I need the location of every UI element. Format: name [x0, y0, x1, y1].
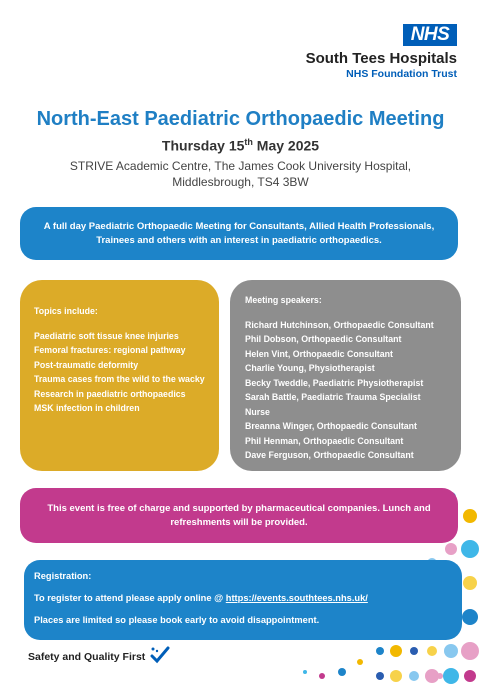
decorative-dot: [462, 609, 478, 625]
decorative-dot: [443, 668, 459, 684]
speaker-item: Charlie Young, Physiotherapist: [245, 363, 375, 373]
organisation-subtitle: NHS Foundation Trust: [346, 68, 457, 80]
speaker-item: Richard Hutchinson, Orthopaedic Consultant: [245, 319, 434, 330]
decorative-dot: [461, 642, 479, 660]
free-of-charge-text: This event is free of charge and supported by pharmaceutical companies. Lunch and refreshments will be provided.: [47, 502, 431, 528]
speaker-item: Dave Ferguson, Orthopaedic Consultant: [245, 450, 414, 460]
decorative-dot: [437, 673, 443, 679]
decorative-dot: [338, 668, 346, 676]
registration-instruction: [34, 592, 452, 605]
topic-item: Research in paediatric orthopaedics: [34, 388, 186, 399]
speaker-item: Helen Vint, Orthopaedic Consultant: [245, 348, 393, 359]
decorative-dot: [463, 509, 477, 523]
decorative-dot: [357, 659, 363, 665]
speakers-box: [230, 280, 461, 471]
decorative-dot: [464, 670, 476, 682]
speaker-item: Phil Henman, Orthopaedic Consultant: [245, 435, 404, 446]
nhs-logo: NHS: [403, 24, 457, 46]
intro-text: A full day Paediatric Orthopaedic Meeting for Consultants, Allied Health Professionals, Trainees and others with an interest in paediatric orthopaedics.: [43, 220, 435, 246]
speaker-item: Phil Dobson, Orthopaedic Consultant: [245, 334, 402, 344]
event-venue: [0, 158, 481, 190]
decorative-dot: [410, 647, 418, 655]
speaker-item: Becky Tweddle, Paediatric Physiotherapist: [245, 377, 424, 388]
topic-item: Paediatric soft tissue knee injuries: [34, 330, 179, 341]
decorative-dot: [427, 646, 437, 656]
registration-link[interactable]: https://events.southtees.nhs.uk/: [225, 593, 368, 603]
decorative-dot: [461, 540, 479, 558]
event-date-month-year: May 2025: [252, 137, 320, 154]
topics-box: [20, 280, 219, 471]
decorative-dot: [303, 670, 307, 674]
registration-box: [24, 560, 462, 640]
decorative-dot: [390, 645, 402, 657]
decorative-dot: [445, 543, 457, 555]
speaker-item: Sarah Battle, Paediatric Trauma Specialist Nurse: [245, 392, 421, 417]
venue-line-2: Middlesbrough, TS4 3BW: [172, 175, 309, 189]
decorative-dot: [390, 670, 402, 682]
event-date: [0, 137, 481, 154]
topic-item: Femoral fractures: regional pathway: [34, 345, 186, 355]
topic-item: MSK infection in children: [34, 403, 140, 413]
free-of-charge-box: [20, 488, 458, 543]
registration-note: Places are limited so please book early to avoid disappointment.: [34, 615, 320, 625]
decorative-dot: [444, 644, 458, 658]
event-title: North-East Paediatric Orthopaedic Meeting: [36, 108, 445, 130]
decorative-dot: [376, 672, 384, 680]
venue-line-1: STRIVE Academic Centre, The James Cook University Hospital,: [69, 159, 412, 173]
speaker-item: Breanna Winger, Orthopaedic Consultant: [245, 421, 417, 431]
decorative-dot: [376, 647, 384, 655]
event-date-prefix: Thursday 15: [161, 137, 245, 154]
safety-quality-slogan: Safety and Quality First: [28, 651, 146, 663]
topic-item: Post-traumatic deformity: [34, 359, 139, 370]
decorative-dot: [409, 671, 419, 681]
tick-icon: [150, 646, 170, 669]
decorative-dot: [319, 673, 325, 679]
intro-box: [20, 207, 458, 260]
registration-heading: Registration:: [34, 571, 92, 581]
organisation-name: South Tees Hospitals: [305, 50, 457, 67]
registration-instruction-text: To register to attend please apply online @: [34, 593, 226, 603]
speakers-heading: Meeting speakers:: [245, 295, 322, 305]
topics-heading: Topics include:: [34, 306, 98, 316]
event-date-suffix-sup: th: [244, 137, 253, 147]
topic-item: Trauma cases from the wild to the wacky: [34, 374, 205, 384]
decorative-dot: [463, 576, 477, 590]
